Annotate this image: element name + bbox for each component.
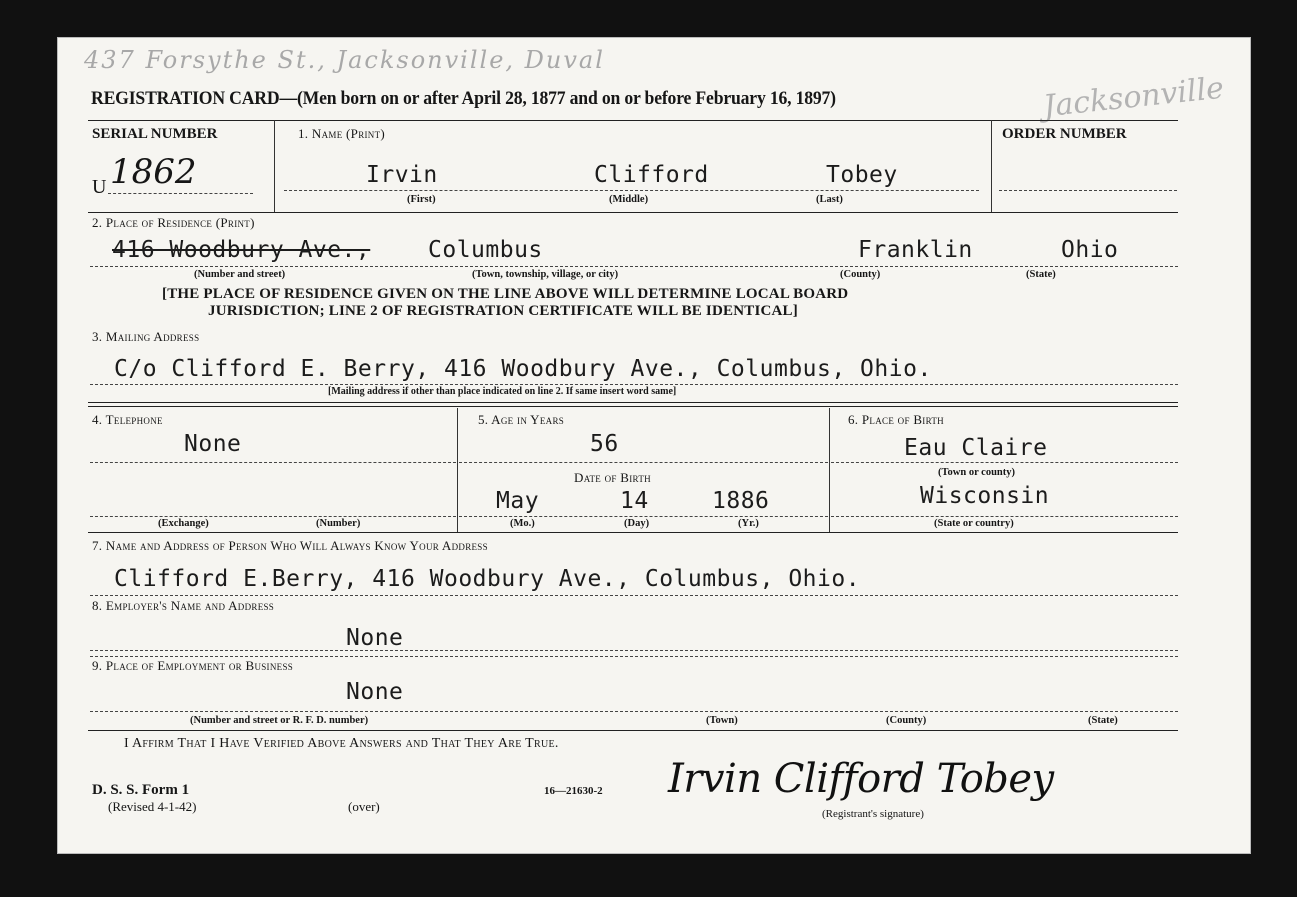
signature-caption: (Registrant's signature) — [822, 808, 924, 820]
month-caption: (Mo.) — [510, 518, 535, 529]
last-caption: (Last) — [816, 194, 843, 205]
employer-value: None — [346, 625, 404, 651]
card-title: REGISTRATION CARD—(Men born on or after April 28, 1877 and on or before February 16, 1897) — [91, 88, 836, 109]
employment-label: 9. Place of Employment or Business — [92, 658, 294, 673]
employment-value: None — [346, 679, 404, 705]
day-caption: (Day) — [624, 518, 650, 529]
exchange-caption: (Exchange) — [158, 518, 209, 529]
dob-day: 14 — [620, 488, 649, 514]
serial-number-value: 1862 — [110, 152, 197, 192]
residence-county: Franklin — [858, 237, 973, 263]
last-name: Tobey — [826, 162, 898, 188]
residence-notice-1: [THE PLACE OF RESIDENCE GIVEN ON THE LINE ABOVE WILL DETERMINE LOCAL BOARD — [162, 286, 849, 302]
contact-value: Clifford E.Berry, 416 Woodbury Ave., Columbus, Ohio. — [114, 566, 861, 592]
serial-number-label: SERIAL NUMBER — [92, 126, 218, 142]
birthplace-town: Eau Claire — [904, 435, 1048, 461]
employment-state-caption: (State) — [1088, 715, 1118, 726]
affirmation-text: I Affirm That I Have Verified Above Answers and That They Are True. — [124, 736, 559, 751]
mailing-label: 3. Mailing Address — [92, 329, 200, 344]
contact-label: 7. Name and Address of Person Who Will Always Know Your Address — [92, 538, 488, 553]
state-caption: (State) — [1026, 269, 1056, 280]
county-caption: (County) — [840, 269, 881, 280]
residence-street: 416 Woodbury Ave., — [112, 237, 371, 263]
street-caption: (Number and street) — [194, 269, 286, 280]
residence-label: 2. Place of Residence (Print) — [92, 215, 255, 230]
dob-label: Date of Birth — [574, 470, 651, 485]
state-country-caption: (State or country) — [934, 518, 1014, 529]
residence-notice-2: JURISDICTION; LINE 2 OF REGISTRATION CERTIFICATE WILL BE IDENTICAL] — [208, 303, 798, 319]
employment-town-caption: (Town) — [706, 715, 738, 726]
birthplace-state: Wisconsin — [920, 483, 1050, 509]
name-label: 1. Name (Print) — [298, 126, 386, 141]
over-note: (over) — [348, 799, 380, 814]
mailing-caption: [Mailing address if other than place indicated on line 2. If same insert word same] — [328, 386, 677, 397]
residence-state: Ohio — [1061, 237, 1119, 263]
telephone-value: None — [184, 431, 242, 457]
town-county-caption: (Town or county) — [938, 467, 1016, 478]
employment-county-caption: (County) — [886, 715, 927, 726]
dob-year: 1886 — [712, 488, 770, 514]
mailing-address: C/o Clifford E. Berry, 416 Woodbury Ave., Columbus, Ohio. — [114, 356, 932, 382]
birthplace-label: 6. Place of Birth — [848, 412, 944, 427]
dob-month: May — [496, 488, 540, 514]
middle-name: Clifford — [594, 162, 709, 188]
middle-caption: (Middle) — [609, 194, 649, 205]
residence-town: Columbus — [428, 237, 543, 263]
first-caption: (First) — [407, 194, 436, 205]
corner-pencil-note: Jacksonville — [1041, 70, 1226, 125]
form-revised: (Revised 4-1-42) — [108, 799, 197, 814]
first-name: Irvin — [366, 162, 438, 188]
telephone-label: 4. Telephone — [92, 412, 163, 427]
print-code: 16—21630-2 — [544, 785, 603, 797]
employer-label: 8. Employer's Name and Address — [92, 598, 275, 613]
age-label: 5. Age in Years — [478, 412, 565, 427]
town-caption: (Town, township, village, or city) — [472, 269, 619, 280]
order-number-label: ORDER NUMBER — [1002, 126, 1127, 142]
employment-street-caption: (Number and street or R. F. D. number) — [190, 715, 369, 726]
serial-prefix: U — [92, 176, 107, 198]
year-caption: (Yr.) — [738, 518, 759, 529]
registrant-signature: Irvin Clifford Tobey — [668, 756, 1054, 802]
number-caption: (Number) — [316, 518, 361, 529]
age-value: 56 — [590, 431, 619, 457]
pencil-note: 437 Forsythe St., Jacksonville, Duval — [84, 46, 605, 74]
registration-card — [58, 38, 1250, 853]
form-name: D. S. S. Form 1 — [92, 782, 190, 798]
